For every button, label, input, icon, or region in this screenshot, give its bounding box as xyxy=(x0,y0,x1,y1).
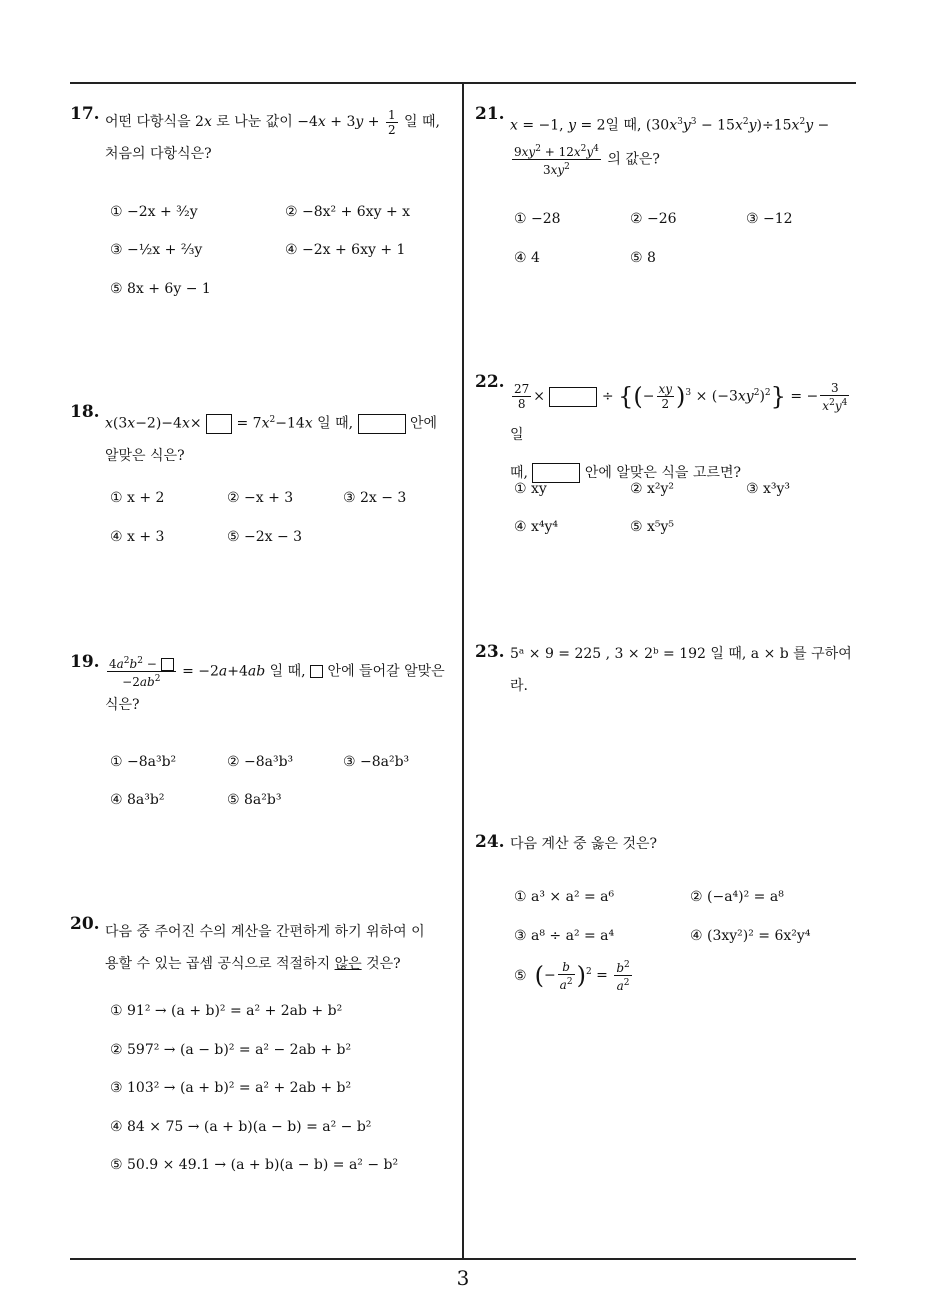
question-number: 17. xyxy=(70,104,100,124)
option-3[interactable]: ③ a⁸ ÷ a² = a⁴ xyxy=(514,928,615,944)
question-number: 20. xyxy=(70,914,100,934)
option-2[interactable]: ② −x + 3 xyxy=(227,490,294,506)
question-number: 18. xyxy=(70,402,100,422)
option-3[interactable]: ③ −½x + ⅔y xyxy=(110,242,203,258)
option-1[interactable]: ① xy xyxy=(514,481,547,497)
question-number: 22. xyxy=(475,372,505,392)
blank-box xyxy=(358,414,406,434)
option-1[interactable]: ① 91² → (a + b)² = a² + 2ab + b² xyxy=(110,1003,343,1019)
option-5[interactable]: ⑤ 8 xyxy=(630,250,656,266)
option-1[interactable]: ① x + 2 xyxy=(110,490,165,506)
question-number: 21. xyxy=(475,104,505,124)
blank-box xyxy=(206,414,232,434)
bottom-rule xyxy=(70,1258,856,1260)
option-1[interactable]: ① −28 xyxy=(514,211,561,227)
column-divider xyxy=(462,82,464,1258)
option-3[interactable]: ③ −8a²b³ xyxy=(343,754,410,770)
option-2[interactable]: ② 597² → (a − b)² = a² − 2ab + b² xyxy=(110,1042,352,1058)
option-4[interactable]: ④ x + 3 xyxy=(110,529,165,545)
option-4[interactable]: ④ (3xy²)² = 6x²y⁴ xyxy=(690,928,811,944)
question-stem: $\frac{4a^2b^2 -}{-2ab^2}$ = −2a+4ab 일 때, 안에 들어갈 알맞은 식은? xyxy=(105,656,445,713)
question-stem: x = −1, y = 2일 때, $(30x^3y^3 - 15x^2y)\div 15x^2y$ − $\frac{9xy^2 + 12x^2y^4}{3xy^2}$ 의 값은? xyxy=(510,117,830,177)
option-5[interactable]: ⑤ 8x + 6y − 1 xyxy=(110,281,211,297)
blank-box xyxy=(532,463,580,483)
question-number: 23. xyxy=(475,642,505,662)
option-2[interactable]: ② −26 xyxy=(630,211,677,227)
option-3[interactable]: ③ 2x − 3 xyxy=(343,490,407,506)
option-5[interactable]: ⑤ x⁵y⁵ xyxy=(630,519,675,535)
option-4[interactable]: ④ 84 × 75 → (a + b)(a − b) = a² − b² xyxy=(110,1119,372,1135)
option-1[interactable]: ① −8a³b² xyxy=(110,754,177,770)
option-4[interactable]: ④ −2x + 6xy + 1 xyxy=(285,242,406,258)
option-4[interactable]: ④ x⁴y⁴ xyxy=(514,519,559,535)
blank-box xyxy=(549,387,597,407)
blank-box xyxy=(310,665,323,678)
option-1[interactable]: ① −2x + ³⁄₂y xyxy=(110,204,198,220)
question-stem: 5ᵃ × 9 = 225 , 3 × 2ᵇ = 192 일 때, a × b 를 구하여라. xyxy=(510,646,852,694)
option-5[interactable]: ⑤ (− $\frac{b}{a^2}$ )$^2$ = $\frac{b^2}{a^2}$ xyxy=(514,959,630,993)
option-3[interactable]: ③ 103² → (a + b)² = a² + 2ab + b² xyxy=(110,1080,352,1096)
option-4[interactable]: ④ 4 xyxy=(514,250,540,266)
option-5[interactable]: ⑤ 8a²b³ xyxy=(227,792,282,808)
page-number: 3 xyxy=(456,1266,470,1290)
option-1[interactable]: ① a³ × a² = a⁶ xyxy=(514,889,615,905)
question-stem: $x(3x-2)-4x\times = 7x^2-14x$ 일 때, 안에 알맞은 식은? xyxy=(105,415,438,464)
option-2[interactable]: ② −8a³b³ xyxy=(227,754,294,770)
option-5[interactable]: ⑤ 50.9 × 49.1 → (a + b)(a − b) = a² − b² xyxy=(110,1157,399,1173)
question-number: 19. xyxy=(70,652,100,672)
question-stem: 어떤 다항식을 2x 로 나눈 값이 −4x + 3y + $\frac{1}{2}$ 일 때, 처음의 다항식은? xyxy=(105,107,440,162)
option-3[interactable]: ③ −12 xyxy=(746,211,793,227)
option-3[interactable]: ③ x³y³ xyxy=(746,481,791,497)
option-5[interactable]: ⑤ −2x − 3 xyxy=(227,529,303,545)
question-number: 24. xyxy=(475,832,505,852)
option-2[interactable]: ② x²y² xyxy=(630,481,675,497)
question-stem: 다음 계산 중 옳은 것은? xyxy=(510,836,658,852)
option-2[interactable]: ② −8x² + 6xy + x xyxy=(285,204,411,220)
option-2[interactable]: ② (−a⁴)² = a⁸ xyxy=(690,889,784,905)
option-4[interactable]: ④ 8a³b² xyxy=(110,792,165,808)
question-stem: 다음 중 주어진 수의 계산을 간편하게 하기 위하여 이 용할 수 있는 곱셈 공식으로 적절하지 않은 것은? xyxy=(105,924,425,972)
question-stem: $\frac{27}{8}$ × ÷ {(− $\frac{xy}{2}$ )$^3 \times (-3xy^2)^2$} = − $\frac{3}{x^2y^4}$ 일 때, 안에 알맞은 식을 고르면? xyxy=(510,380,848,481)
